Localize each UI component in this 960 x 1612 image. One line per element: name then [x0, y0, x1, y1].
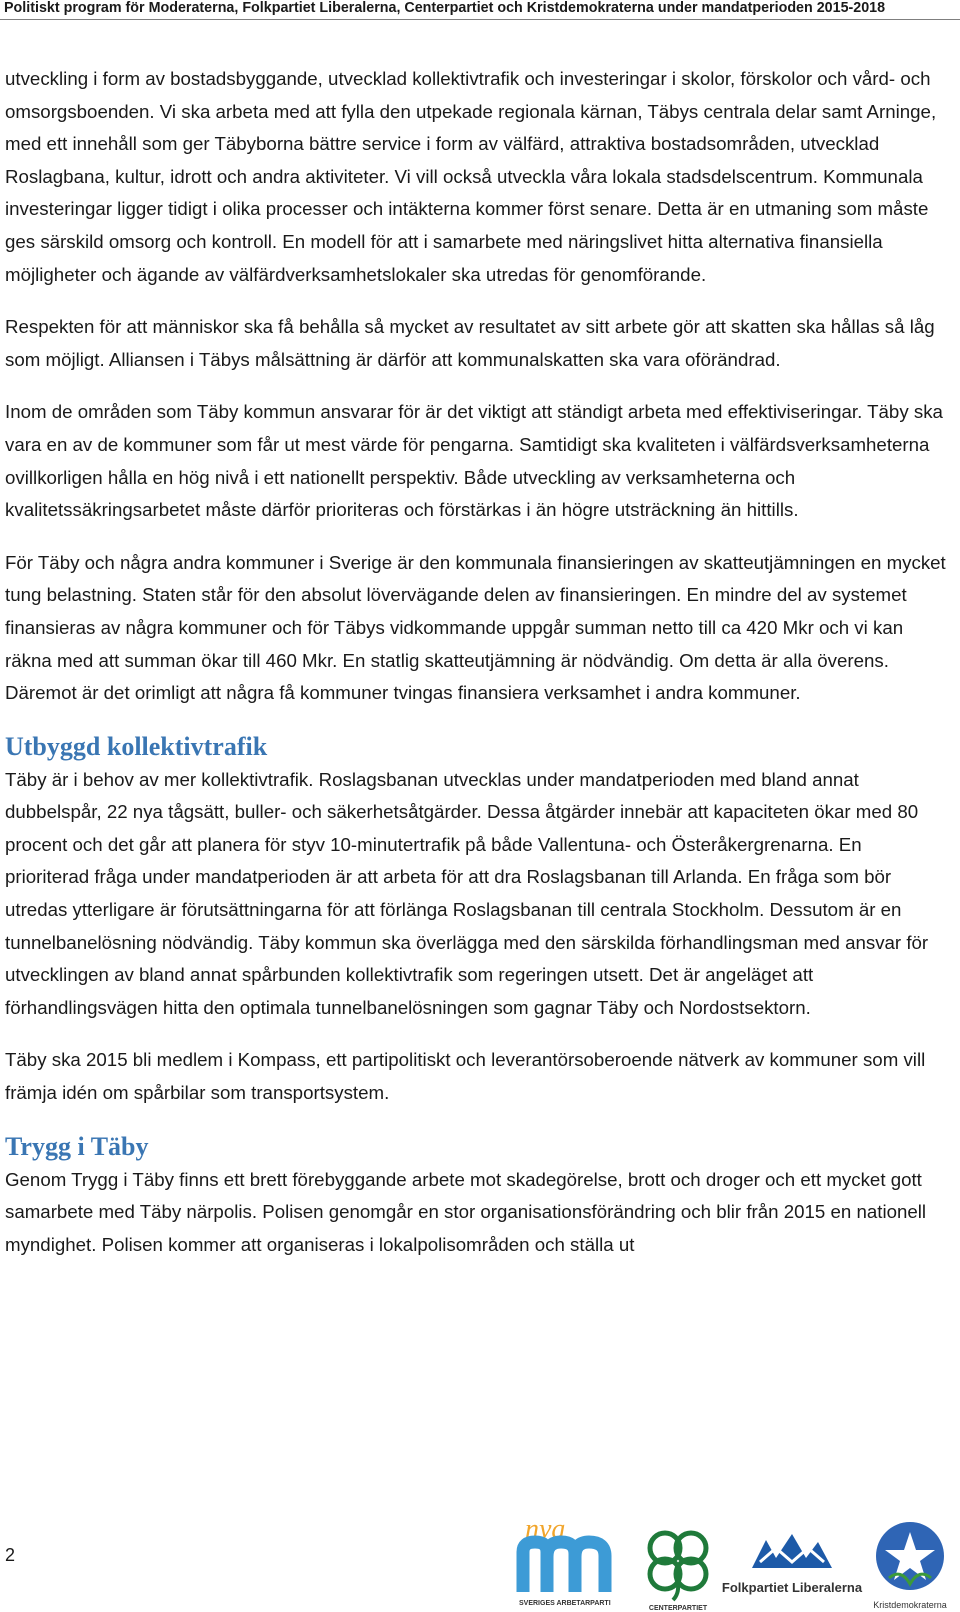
paragraph: utveckling i form av bostadsbyggande, utvecklad kollektivtrafik och investeringar i skolor, förskolor och vård- och omsorgsboenden. Vi ska arbeta med att fylla den utpekade regionala kärnan, Täbys centrala delar samt Arninge, med ett innehåll som ger Täbyborna bättre service i form av välfärd, attraktiva bostadsområden, utvecklad Roslagbana, kultur, idrott och andra aktiviteter. Vi vill också utveckla våra lokala stadsdelscentrum. Kommunala investeringar ligger tidigt i olika processer och intäkterna kommer först senare. Detta är en utmaning som måste ges särskild omsorg och kontroll. En modell för att i samarbete med näringslivet hitta alternativa finansiella möjligheter och ägande av välfärdverksamhetslokaler ska utredas för genomförande.: [5, 68, 937, 285]
paragraph: Genom Trygg i Täby finns ett brett förebyggande arbete mot skadegörelse, brott och droger och ett mycket gott samarbete med Täby närpolis. Polisen genomgår en stor organisationsförändring och blir från 2015 en nationell myndighet. Polisen kommer att organiseras i lokalpolisområden och ställa ut: [5, 1168, 927, 1255]
paragraph: Inom de områden som Täby kommun ansvarar för är det viktigt att ständigt arbeta med effektiviseringar. Täby ska vara en av de kommuner som får ut mest värde för pengarna. Samtidigt ska kvaliteten i välfärdsverksamheterna ovillkorligen hålla en hög nivå i ett nationellt perspektiv. Både utveckling av verksamheterna och kvalitetssäkringsarbetet måste därför prioriteras och förstärkas i än högre utsträckning än hittills.: [5, 401, 943, 521]
logo-caption: SVERIGES ARBETARPARTI: [519, 1600, 611, 1607]
page-number: 2: [5, 1545, 16, 1565]
paragraph: För Täby och några andra kommuner i Sverige är den kommunala finansieringen av skatteutjämningen en mycket tung belastning. Staten står för den absolut lövervägande delen av finansieringen. En mindre del av systemet finansieras av några kommuner och för Täbys vidkommande uppgår summan netto till ca 420 Mkr och vi kan räkna med att summan ökar till 460 Mkr. En statlig skatteutjämning är nödvändig. Om detta är alla överens. Däremot är det orimligt att några få kommuner tvingas finansiera verksamhet i andra kommuner.: [5, 551, 946, 704]
section-heading-trygg: Trygg i Täby: [5, 1131, 149, 1161]
page-header: [0, 0, 960, 18]
logo-m-glyph: [523, 1542, 605, 1592]
folkpartiet-logo: [720, 1526, 865, 1612]
logo-caption: Kristdemokraterna: [873, 1600, 947, 1610]
document-body: [5, 63, 949, 1261]
paragraph: Täby är i behov av mer kollektivtrafik. Roslagsbanan utvecklas under mandatperioden med bland annat dubbelspår, 22 nya tågsätt, buller- och säkerhetsåtgärder. Dessa åtgärder innebär att kapaciteten ökar med 80 procent och det går att planera för styv 10-minutertrafik på både Vallentuna- och Österåkergrenarna. En prioriterad fråga under mandatperioden är att arbeta för att dra Roslagsbanan till Arlanda. En fråga som bör utredas ytterligare är förutsättningarna för att förlänga Roslagsbanan till centrala Stockholm. Dessutom är en tunnelbanelösning nödvändig. Täby kommun ska överlägga med den särskilda förhandlingsman med ansvar för utvecklingen av bland annat spårbunden kollektivtrafik som regeringen utsett. Det är angeläget att förhandlingsvägen hitta den optimala tunnelbanelösningen som gagnar Täby och Nordostsektorn.: [5, 768, 929, 1018]
paragraph: Respekten för att människor ska få behålla så mycket av resultatet av sitt arbete gör att skatten ska hållas så låg som möjligt. Alliansen i Täbys målsättning är därför att kommunalskatten ska vara oförändrad.: [5, 316, 935, 370]
moderaterna-logo: [515, 1512, 627, 1608]
logo-caption: Folkpartiet Liberalerna: [721, 1580, 863, 1595]
logo-nya-text: nya: [525, 1514, 566, 1545]
kristdemokraterna-logo: [867, 1518, 953, 1612]
header-divider: [0, 19, 960, 20]
paragraph: Täby ska 2015 bli medlem i Kompass, ett partipolitiskt och leverantörsoberoende nätverk av kommuner som vill främja idén om spårbilar som transportsystem.: [5, 1049, 926, 1104]
party-logos: [515, 1512, 955, 1612]
header-title: Politiskt program för Moderaterna, Folkpartiet Liberalerna, Centerpartiet och Kristdemokraterna under mandatperioden 2015-2018: [4, 0, 886, 16]
section-heading-kollektivtrafik: Utbyggd kollektivtrafik: [5, 731, 268, 761]
logo-caption: CENTERPARTIET: [648, 1605, 708, 1612]
centerpartiet-logo: [633, 1524, 723, 1612]
